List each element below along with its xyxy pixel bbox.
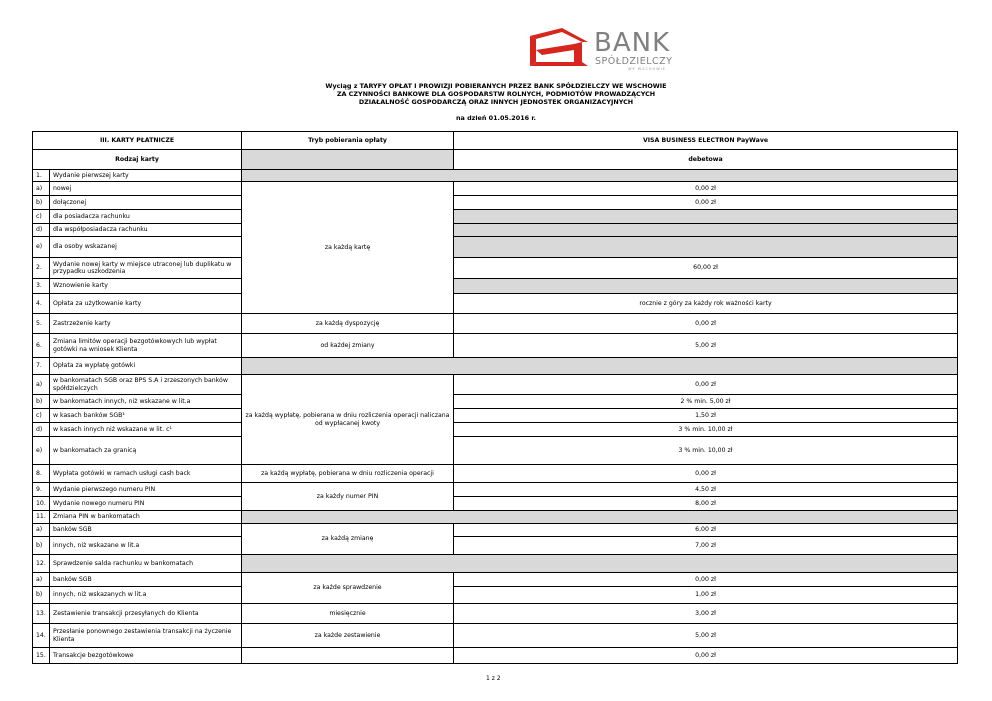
row-number: a) xyxy=(33,182,50,196)
row-label: Transakcje bezgotówkowe xyxy=(50,648,242,664)
table-row xyxy=(33,648,958,664)
row-number: 15. xyxy=(33,648,50,664)
row-label: w kasach banków SGB¹ xyxy=(50,409,242,423)
row-number: b) xyxy=(33,196,50,210)
table-row xyxy=(33,375,958,395)
row-number: 2. xyxy=(33,258,50,279)
row-label: Wydanie pierwszej karty xyxy=(50,170,242,182)
empty-cell xyxy=(242,648,454,664)
row-label: banków SGB xyxy=(50,573,242,587)
table-row xyxy=(33,170,958,182)
row-label: banków SGB xyxy=(50,524,242,537)
fee-value: 3,00 zł xyxy=(454,604,958,624)
empty-cell xyxy=(242,358,958,375)
fee-value: 4,50 zł xyxy=(454,483,958,497)
fee-value: 7,00 zł xyxy=(454,537,958,555)
row-number: 13. xyxy=(33,604,50,624)
table-row xyxy=(33,624,958,648)
header-line-1: Wyciąg z TARYFY OPŁAT I PROWIZJI POBIERANYCH PRZEZ BANK SPÓŁDZIELCZY WE WSCHOWIE xyxy=(325,82,667,90)
row-number: 8. xyxy=(33,465,50,483)
row-label: w kasach innych niż wskazane w lit. c¹ xyxy=(50,423,242,437)
row-number: a) xyxy=(33,524,50,537)
table-row xyxy=(33,423,958,437)
table-row xyxy=(33,294,958,314)
row-number: 4. xyxy=(33,294,50,314)
table-row xyxy=(33,237,958,258)
table-row xyxy=(33,258,958,279)
fee-value: 0,00 zł xyxy=(454,465,958,483)
table-row xyxy=(33,511,958,524)
fee-value: 5,00 zł xyxy=(454,624,958,648)
row-label: nowej xyxy=(50,182,242,196)
row-label: Zastrzeżenie karty xyxy=(50,314,242,334)
fee-value: 3 % min. 10,00 zł xyxy=(454,423,958,437)
card-type-row xyxy=(33,150,958,170)
fee-table xyxy=(32,131,958,664)
mode-cell: za każdą zmianę xyxy=(242,524,454,555)
row-label: dołączonej xyxy=(50,196,242,210)
fee-value: 60,00 zł xyxy=(454,258,958,279)
row-label: Wydanie nowej karty w miejsce utraconej lub duplikatu w przypadku uszkodzenia xyxy=(50,258,242,279)
empty-cell xyxy=(454,237,958,258)
table-row xyxy=(33,437,958,465)
card-type-label: Rodzaj karty xyxy=(33,150,242,170)
table-row xyxy=(33,587,958,604)
empty-cell xyxy=(454,224,958,237)
table-row xyxy=(33,224,958,237)
fee-value: 1,00 zł xyxy=(454,587,958,604)
logo-brand: BANK xyxy=(594,28,671,58)
row-label: Wydanie pierwszego numeru PIN xyxy=(50,483,242,497)
table-row xyxy=(33,279,958,294)
fee-value: 5,00 zł xyxy=(454,334,958,358)
header-date: na dzień 01.05.2016 r. xyxy=(455,114,536,122)
mode-cell: rocznie z góry za każdy rok ważności karty xyxy=(454,294,958,314)
row-number: b) xyxy=(33,587,50,604)
row-number: b) xyxy=(33,395,50,409)
table-row xyxy=(33,604,958,624)
row-number: 3. xyxy=(33,279,50,294)
header-line-2: ZA CZYNNOŚCI BANKOWE DLA GOSPODARSTW ROLNYCH, PODMIOTÓW PROWADZĄCYCH xyxy=(336,90,656,98)
row-label: Sprawdzenie salda rachunku w bankomatach xyxy=(50,555,242,573)
fee-value: 0,00 zł xyxy=(454,648,958,664)
fee-value: 0,00 zł xyxy=(454,182,958,196)
mode-cell: za każdą kartę xyxy=(242,182,454,314)
logo-city: WE WSCHOWIE xyxy=(628,67,667,71)
col-card-header: VISA BUSINESS ELECTRON PayWave xyxy=(454,132,958,150)
row-label: Zmiana PIN w bankomatach xyxy=(50,511,242,524)
table-row xyxy=(33,314,958,334)
row-label: Wznowienie karty xyxy=(50,279,242,294)
empty-cell xyxy=(242,170,958,182)
table-row xyxy=(33,537,958,555)
row-label: dla osoby wskazanej xyxy=(50,237,242,258)
empty-cell xyxy=(454,210,958,224)
bank-logo xyxy=(528,26,690,70)
table-row xyxy=(33,210,958,224)
row-label: Wydanie nowego numeru PIN xyxy=(50,497,242,511)
row-label: dla posiadacza rachunku xyxy=(50,210,242,224)
table-header-row xyxy=(33,132,958,150)
row-number: 11. xyxy=(33,511,50,524)
row-label: innych, niż wskazanych w lit.a xyxy=(50,587,242,604)
row-number: 10. xyxy=(33,497,50,511)
col-mode-header: Tryb pobierania opłaty xyxy=(242,132,454,150)
table-row xyxy=(33,358,958,375)
table-row xyxy=(33,497,958,511)
row-label: innych, niż wskazane w lit.a xyxy=(50,537,242,555)
table-row xyxy=(33,196,958,210)
bank-logo-icon xyxy=(528,26,592,70)
table-row xyxy=(33,334,958,358)
mode-cell: za każdą wypłatę, pobierana w dniu rozliczenia operacji naliczana od wypłacanej kwoty xyxy=(242,375,454,465)
logo-subtitle: SPÓŁDZIELCZY xyxy=(595,56,673,67)
table-row xyxy=(33,524,958,537)
table-row xyxy=(33,409,958,423)
row-number: 6. xyxy=(33,334,50,358)
row-label: Przesłanie ponownego zestawienia transakcji na życzenie Klienta xyxy=(50,624,242,648)
table-row xyxy=(33,395,958,409)
row-number: 9. xyxy=(33,483,50,497)
fee-value: 0,00 zł xyxy=(454,314,958,334)
row-label: w bankomatach za granicą xyxy=(50,437,242,465)
row-number: a) xyxy=(33,375,50,395)
row-label: Zmiana limitów operacji bezgotówkowych lub wypłat gotówki na wniosek Klienta xyxy=(50,334,242,358)
row-label: w bankomatach innych, niż wskazane w lit.a xyxy=(50,395,242,409)
row-label: Wypłata gotówki w ramach usługi cash back xyxy=(50,465,242,483)
section-title: III. KARTY PŁATNICZE xyxy=(33,132,242,150)
table-row xyxy=(33,573,958,587)
row-number: 12. xyxy=(33,555,50,573)
row-number: b) xyxy=(33,537,50,555)
row-number: 1. xyxy=(33,170,50,182)
row-label: w bankomatach SGB oraz BPS S.A i zrzeszonych banków spółdzielczych xyxy=(50,375,242,395)
row-number: c) xyxy=(33,210,50,224)
empty-cell xyxy=(242,511,958,524)
fee-value: 0,00 zł xyxy=(454,573,958,587)
mode-cell: za każdą wypłatę, pobierana w dniu rozliczenia operacji xyxy=(242,465,454,483)
mode-cell: od każdej zmiany xyxy=(242,334,454,358)
row-label: dla współposiadacza rachunku xyxy=(50,224,242,237)
table-row xyxy=(33,555,958,573)
card-type-value: debetowa xyxy=(454,150,958,170)
row-label: Zestawienie transakcji przesyłanych do Klienta xyxy=(50,604,242,624)
row-number: a) xyxy=(33,573,50,587)
table-row xyxy=(33,483,958,497)
row-number: d) xyxy=(33,423,50,437)
row-label: Opłata za użytkowanie karty xyxy=(50,294,242,314)
header-line-3: DZIAŁALNOŚĆ GOSPODARCZĄ ORAZ INNYCH JEDNOSTEK ORGANIZACYJNYCH xyxy=(358,98,634,106)
fee-value: 2 % min. 5,00 zł xyxy=(454,395,958,409)
fee-value: 6,00 zł xyxy=(454,524,958,537)
row-label: Opłata za wypłatę gotówki xyxy=(50,358,242,375)
fee-value: 0,00 zł xyxy=(454,375,958,395)
row-number: c) xyxy=(33,409,50,423)
fee-value: 3 % min. 10,00 zł xyxy=(454,437,958,465)
row-number: e) xyxy=(33,237,50,258)
row-number: 7. xyxy=(33,358,50,375)
fee-value: 8,00 zł xyxy=(454,497,958,511)
row-number: 5. xyxy=(33,314,50,334)
mode-cell: za każdą dyspozycję xyxy=(242,314,454,334)
row-number: 14. xyxy=(33,624,50,648)
mode-cell: za każdy numer PIN xyxy=(242,483,454,511)
page-number: 1 z 2 xyxy=(486,675,501,682)
row-number: e) xyxy=(33,437,50,465)
empty-cell xyxy=(454,279,958,294)
fee-value: 1,50 zł xyxy=(454,409,958,423)
mode-cell: za każde sprawdzenie xyxy=(242,573,454,604)
empty-cell xyxy=(242,150,454,170)
mode-cell: za każde zestawienie xyxy=(242,624,454,648)
fee-value: 0,00 zł xyxy=(454,196,958,210)
empty-cell xyxy=(242,555,958,573)
table-row xyxy=(33,465,958,483)
mode-cell: miesięcznie xyxy=(242,604,454,624)
table-row xyxy=(33,182,958,196)
row-number: d) xyxy=(33,224,50,237)
